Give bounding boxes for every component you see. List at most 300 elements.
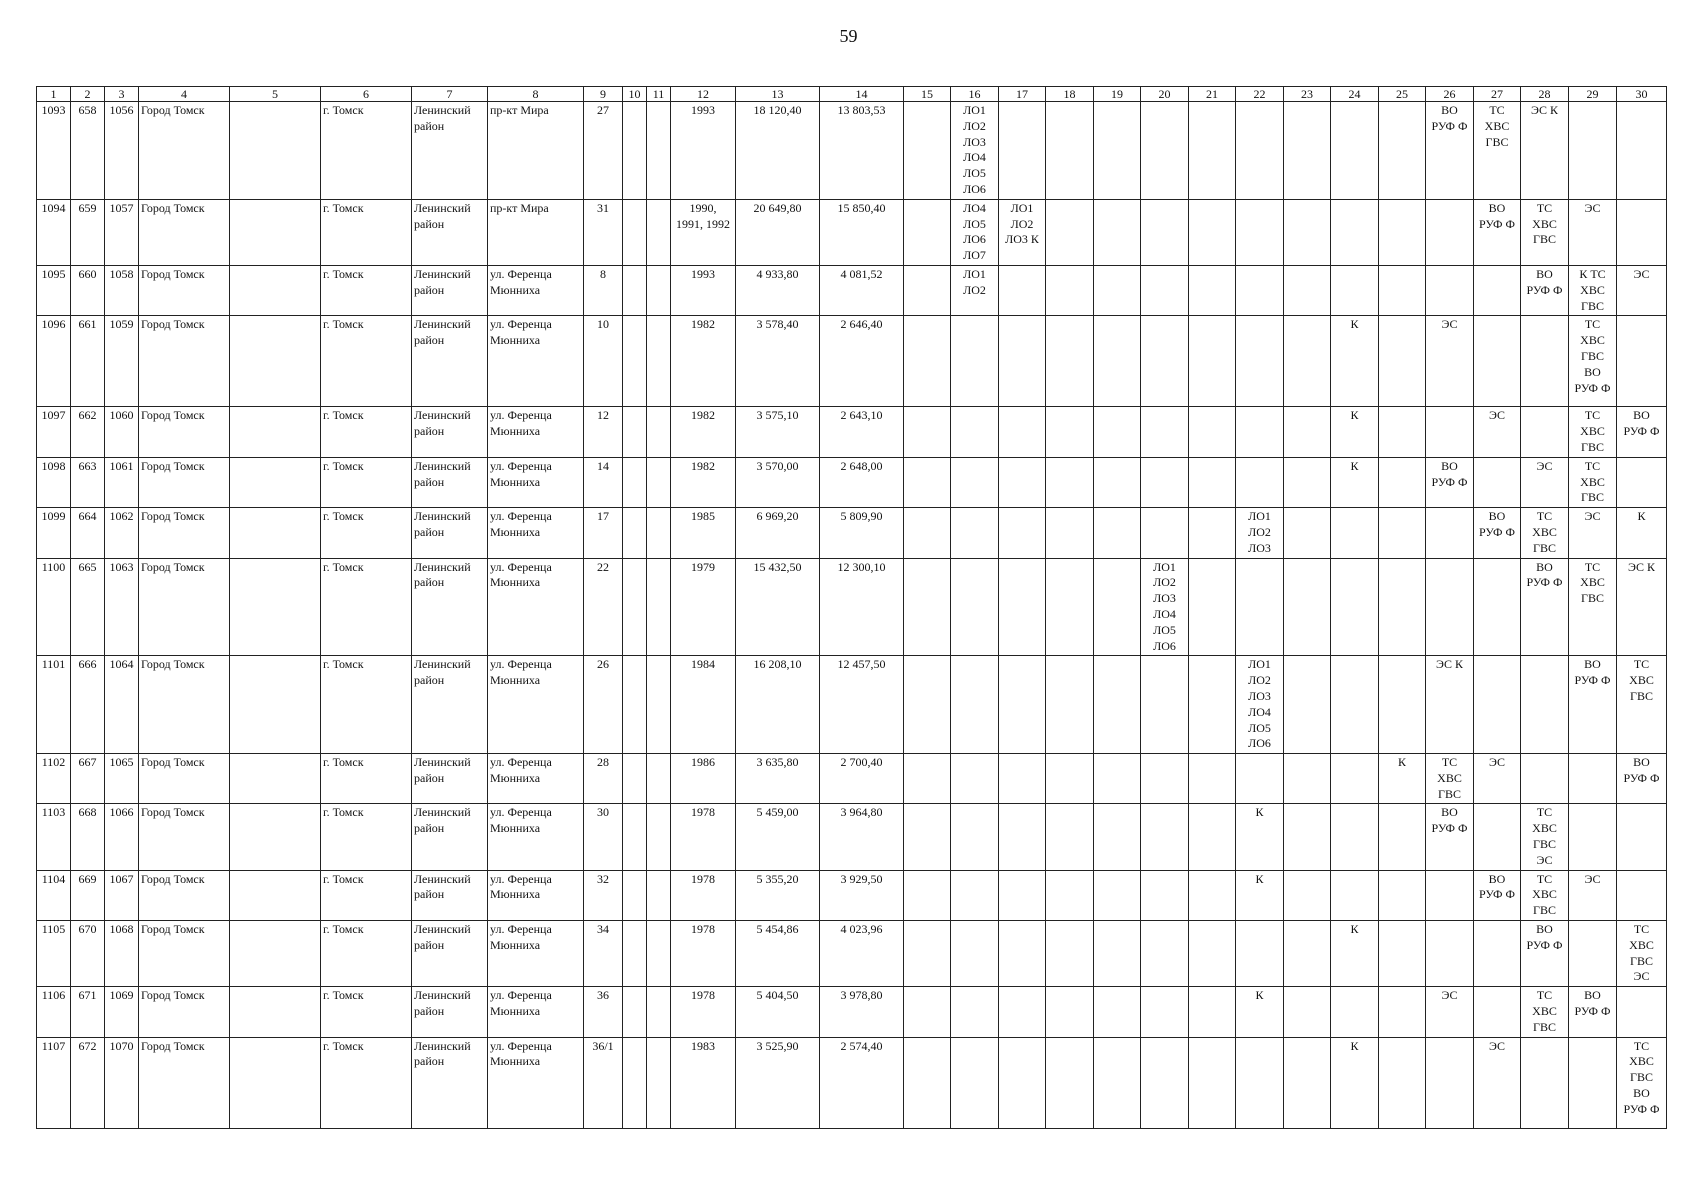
cell-col-27 <box>1474 316 1521 407</box>
cell-col-20 <box>1141 199 1189 265</box>
cell-col-9: 27 <box>584 102 623 200</box>
column-number-27: 27 <box>1474 87 1521 102</box>
cell-col-23 <box>1284 102 1331 200</box>
cell-col-15 <box>904 656 951 754</box>
cell-col-20 <box>1141 508 1189 558</box>
cell-col-14: 2 643,10 <box>820 407 904 457</box>
cell-col-8: ул. Ференца Мюнниха <box>488 870 584 920</box>
cell-col-14: 12 457,50 <box>820 656 904 754</box>
cell-col-13: 5 355,20 <box>736 870 820 920</box>
cell-col-1: 1099 <box>37 508 71 558</box>
cell-col-27 <box>1474 656 1521 754</box>
cell-col-19 <box>1094 754 1141 804</box>
cell-col-17 <box>999 558 1046 656</box>
cell-col-4: Город Томск <box>139 508 230 558</box>
cell-col-7: Ленинский район <box>412 102 488 200</box>
cell-col-25 <box>1379 804 1426 870</box>
column-number-8: 8 <box>488 87 584 102</box>
cell-col-9: 14 <box>584 457 623 507</box>
cell-col-12: 1979 <box>671 558 736 656</box>
cell-col-6: г. Томск <box>321 870 412 920</box>
cell-col-30: ТС ХВС ГВС ВО РУФ Ф <box>1617 1037 1667 1128</box>
cell-col-22 <box>1236 457 1284 507</box>
cell-col-16 <box>951 870 999 920</box>
cell-col-22: ЛО1 ЛО2 ЛО3 ЛО4 ЛО5 ЛО6 <box>1236 656 1284 754</box>
cell-col-15 <box>904 407 951 457</box>
cell-col-3: 1069 <box>105 987 139 1037</box>
cell-col-20: ЛО1 ЛО2 ЛО3 ЛО4 ЛО5 ЛО6 <box>1141 558 1189 656</box>
cell-col-14: 13 803,53 <box>820 102 904 200</box>
cell-col-26 <box>1426 1037 1474 1128</box>
cell-col-22 <box>1236 265 1284 315</box>
cell-col-10 <box>623 508 647 558</box>
cell-col-8: ул. Ференца Мюнниха <box>488 508 584 558</box>
cell-col-13: 20 649,80 <box>736 199 820 265</box>
cell-col-14: 2 574,40 <box>820 1037 904 1128</box>
cell-col-11 <box>647 1037 671 1128</box>
cell-col-4: Город Томск <box>139 870 230 920</box>
cell-col-2: 658 <box>71 102 105 200</box>
cell-col-10 <box>623 457 647 507</box>
cell-col-29: ТС ХВС ГВС ВО РУФ Ф <box>1569 316 1617 407</box>
cell-col-23 <box>1284 921 1331 987</box>
column-number-24: 24 <box>1331 87 1379 102</box>
cell-col-2: 667 <box>71 754 105 804</box>
cell-col-28 <box>1521 656 1569 754</box>
column-number-26: 26 <box>1426 87 1474 102</box>
cell-col-5 <box>230 804 321 870</box>
cell-col-14: 4 023,96 <box>820 921 904 987</box>
cell-col-16 <box>951 804 999 870</box>
cell-col-1: 1097 <box>37 407 71 457</box>
cell-col-15 <box>904 508 951 558</box>
cell-col-16 <box>951 407 999 457</box>
cell-col-24 <box>1331 102 1379 200</box>
cell-col-11 <box>647 804 671 870</box>
cell-col-29: ТС ХВС ГВС <box>1569 457 1617 507</box>
cell-col-20 <box>1141 921 1189 987</box>
cell-col-29: ЭС <box>1569 508 1617 558</box>
cell-col-25 <box>1379 265 1426 315</box>
cell-col-14: 3 929,50 <box>820 870 904 920</box>
cell-col-25 <box>1379 1037 1426 1128</box>
cell-col-19 <box>1094 316 1141 407</box>
cell-col-16 <box>951 1037 999 1128</box>
cell-col-11 <box>647 407 671 457</box>
cell-col-3: 1063 <box>105 558 139 656</box>
cell-col-8: ул. Ференца Мюнниха <box>488 754 584 804</box>
cell-col-1: 1101 <box>37 656 71 754</box>
column-number-13: 13 <box>736 87 820 102</box>
cell-col-4: Город Томск <box>139 1037 230 1128</box>
cell-col-3: 1061 <box>105 457 139 507</box>
cell-col-10 <box>623 987 647 1037</box>
cell-col-14: 2 646,40 <box>820 316 904 407</box>
cell-col-24: К <box>1331 457 1379 507</box>
column-number-2: 2 <box>71 87 105 102</box>
cell-col-2: 663 <box>71 457 105 507</box>
cell-col-16 <box>951 316 999 407</box>
cell-col-4: Город Томск <box>139 265 230 315</box>
cell-col-17 <box>999 265 1046 315</box>
table-row <box>37 870 1667 920</box>
cell-col-21 <box>1189 407 1236 457</box>
cell-col-19 <box>1094 457 1141 507</box>
cell-col-29: ТС ХВС ГВС <box>1569 407 1617 457</box>
cell-col-2: 664 <box>71 508 105 558</box>
cell-col-18 <box>1046 987 1094 1037</box>
column-number-18: 18 <box>1046 87 1094 102</box>
cell-col-18 <box>1046 921 1094 987</box>
cell-col-10 <box>623 754 647 804</box>
cell-col-2: 665 <box>71 558 105 656</box>
cell-col-5 <box>230 316 321 407</box>
cell-col-6: г. Томск <box>321 199 412 265</box>
cell-col-5 <box>230 265 321 315</box>
cell-col-30: ТС ХВС ГВС ЭС <box>1617 921 1667 987</box>
cell-col-8: ул. Ференца Мюнниха <box>488 987 584 1037</box>
cell-col-21 <box>1189 457 1236 507</box>
cell-col-3: 1070 <box>105 1037 139 1128</box>
cell-col-11 <box>647 265 671 315</box>
cell-col-30: ВО РУФ Ф <box>1617 754 1667 804</box>
cell-col-28: ЭС К <box>1521 102 1569 200</box>
cell-col-15 <box>904 265 951 315</box>
cell-col-30: ЭС К <box>1617 558 1667 656</box>
cell-col-7: Ленинский район <box>412 870 488 920</box>
cell-col-2: 662 <box>71 407 105 457</box>
cell-col-27: ВО РУФ Ф <box>1474 199 1521 265</box>
cell-col-23 <box>1284 656 1331 754</box>
cell-col-1: 1095 <box>37 265 71 315</box>
cell-col-11 <box>647 508 671 558</box>
cell-col-28 <box>1521 1037 1569 1128</box>
cell-col-19 <box>1094 870 1141 920</box>
cell-col-4: Город Томск <box>139 656 230 754</box>
table-row <box>37 921 1667 987</box>
cell-col-28: ВО РУФ Ф <box>1521 265 1569 315</box>
cell-col-12: 1990, 1991, 1992 <box>671 199 736 265</box>
cell-col-9: 31 <box>584 199 623 265</box>
cell-col-30: К <box>1617 508 1667 558</box>
cell-col-7: Ленинский район <box>412 558 488 656</box>
cell-col-2: 670 <box>71 921 105 987</box>
cell-col-21 <box>1189 987 1236 1037</box>
cell-col-13: 3 570,00 <box>736 457 820 507</box>
cell-col-22: К <box>1236 804 1284 870</box>
cell-col-25 <box>1379 316 1426 407</box>
cell-col-5 <box>230 102 321 200</box>
cell-col-26 <box>1426 199 1474 265</box>
cell-col-15 <box>904 199 951 265</box>
cell-col-12: 1982 <box>671 457 736 507</box>
cell-col-21 <box>1189 102 1236 200</box>
cell-col-17 <box>999 508 1046 558</box>
cell-col-10 <box>623 656 647 754</box>
cell-col-14: 2 648,00 <box>820 457 904 507</box>
cell-col-25 <box>1379 558 1426 656</box>
cell-col-30 <box>1617 804 1667 870</box>
cell-col-21 <box>1189 558 1236 656</box>
cell-col-21 <box>1189 754 1236 804</box>
cell-col-6: г. Томск <box>321 457 412 507</box>
cell-col-16 <box>951 987 999 1037</box>
cell-col-29 <box>1569 754 1617 804</box>
cell-col-7: Ленинский район <box>412 804 488 870</box>
table-row <box>37 656 1667 754</box>
cell-col-19 <box>1094 199 1141 265</box>
cell-col-22 <box>1236 316 1284 407</box>
cell-col-20 <box>1141 987 1189 1037</box>
cell-col-28: ТС ХВС ГВС <box>1521 508 1569 558</box>
cell-col-1: 1105 <box>37 921 71 987</box>
cell-col-23 <box>1284 1037 1331 1128</box>
page-number: 59 <box>839 26 858 46</box>
cell-col-28 <box>1521 754 1569 804</box>
cell-col-1: 1098 <box>37 457 71 507</box>
cell-col-29: К ТС ХВС ГВС <box>1569 265 1617 315</box>
table-row <box>37 265 1667 315</box>
cell-col-20 <box>1141 656 1189 754</box>
column-number-30: 30 <box>1617 87 1667 102</box>
cell-col-23 <box>1284 265 1331 315</box>
cell-col-28: ВО РУФ Ф <box>1521 558 1569 656</box>
cell-col-30 <box>1617 457 1667 507</box>
cell-col-3: 1065 <box>105 754 139 804</box>
cell-col-30 <box>1617 199 1667 265</box>
cell-col-29: ЭС <box>1569 870 1617 920</box>
cell-col-7: Ленинский район <box>412 265 488 315</box>
cell-col-26: ЭС <box>1426 316 1474 407</box>
cell-col-15 <box>904 558 951 656</box>
cell-col-18 <box>1046 754 1094 804</box>
cell-col-17 <box>999 102 1046 200</box>
cell-col-4: Город Томск <box>139 102 230 200</box>
cell-col-23 <box>1284 457 1331 507</box>
cell-col-5 <box>230 457 321 507</box>
table-row <box>37 457 1667 507</box>
cell-col-12: 1982 <box>671 316 736 407</box>
table-row <box>37 754 1667 804</box>
cell-col-26 <box>1426 870 1474 920</box>
cell-col-6: г. Томск <box>321 316 412 407</box>
cell-col-24 <box>1331 804 1379 870</box>
cell-col-28: ТС ХВС ГВС <box>1521 870 1569 920</box>
cell-col-4: Город Томск <box>139 754 230 804</box>
cell-col-10 <box>623 316 647 407</box>
cell-col-2: 672 <box>71 1037 105 1128</box>
cell-col-24 <box>1331 754 1379 804</box>
cell-col-9: 28 <box>584 754 623 804</box>
cell-col-27: ВО РУФ Ф <box>1474 870 1521 920</box>
cell-col-12: 1986 <box>671 754 736 804</box>
cell-col-12: 1982 <box>671 407 736 457</box>
cell-col-3: 1056 <box>105 102 139 200</box>
cell-col-21 <box>1189 1037 1236 1128</box>
cell-col-3: 1062 <box>105 508 139 558</box>
cell-col-20 <box>1141 1037 1189 1128</box>
cell-col-5 <box>230 987 321 1037</box>
cell-col-1: 1107 <box>37 1037 71 1128</box>
column-number-7: 7 <box>412 87 488 102</box>
cell-col-12: 1993 <box>671 102 736 200</box>
cell-col-2: 668 <box>71 804 105 870</box>
cell-col-20 <box>1141 804 1189 870</box>
cell-col-4: Город Томск <box>139 457 230 507</box>
cell-col-19 <box>1094 508 1141 558</box>
cell-col-5 <box>230 558 321 656</box>
cell-col-29: ТС ХВС ГВС <box>1569 558 1617 656</box>
cell-col-23 <box>1284 199 1331 265</box>
cell-col-23 <box>1284 316 1331 407</box>
cell-col-3: 1058 <box>105 265 139 315</box>
cell-col-14: 2 700,40 <box>820 754 904 804</box>
cell-col-11 <box>647 754 671 804</box>
cell-col-14: 15 850,40 <box>820 199 904 265</box>
cell-col-8: ул. Ференца Мюнниха <box>488 316 584 407</box>
cell-col-12: 1983 <box>671 1037 736 1128</box>
cell-col-25 <box>1379 102 1426 200</box>
cell-col-22 <box>1236 102 1284 200</box>
cell-col-10 <box>623 921 647 987</box>
cell-col-13: 16 208,10 <box>736 656 820 754</box>
column-number-21: 21 <box>1189 87 1236 102</box>
cell-col-14: 5 809,90 <box>820 508 904 558</box>
cell-col-17 <box>999 870 1046 920</box>
cell-col-8: пр-кт Мира <box>488 102 584 200</box>
cell-col-24 <box>1331 656 1379 754</box>
cell-col-11 <box>647 921 671 987</box>
cell-col-27: ВО РУФ Ф <box>1474 508 1521 558</box>
cell-col-20 <box>1141 870 1189 920</box>
cell-col-22: ЛО1 ЛО2 ЛО3 <box>1236 508 1284 558</box>
cell-col-11 <box>647 316 671 407</box>
cell-col-18 <box>1046 265 1094 315</box>
cell-col-18 <box>1046 407 1094 457</box>
cell-col-6: г. Томск <box>321 754 412 804</box>
column-number-25: 25 <box>1379 87 1426 102</box>
cell-col-13: 18 120,40 <box>736 102 820 200</box>
column-number-28: 28 <box>1521 87 1569 102</box>
cell-col-7: Ленинский район <box>412 754 488 804</box>
cell-col-27: ЭС <box>1474 407 1521 457</box>
cell-col-11 <box>647 870 671 920</box>
cell-col-22 <box>1236 558 1284 656</box>
cell-col-9: 36/1 <box>584 1037 623 1128</box>
cell-col-7: Ленинский район <box>412 199 488 265</box>
cell-col-27 <box>1474 558 1521 656</box>
cell-col-22 <box>1236 1037 1284 1128</box>
column-number-14: 14 <box>820 87 904 102</box>
cell-col-18 <box>1046 508 1094 558</box>
cell-col-30 <box>1617 316 1667 407</box>
cell-col-19 <box>1094 987 1141 1037</box>
cell-col-18 <box>1046 558 1094 656</box>
table-row <box>37 987 1667 1037</box>
cell-col-26: ЭС <box>1426 987 1474 1037</box>
register-table <box>36 86 1667 1129</box>
table-row <box>37 1037 1667 1128</box>
cell-col-25 <box>1379 508 1426 558</box>
cell-col-12: 1978 <box>671 870 736 920</box>
cell-col-2: 669 <box>71 870 105 920</box>
cell-col-29 <box>1569 1037 1617 1128</box>
cell-col-15 <box>904 1037 951 1128</box>
table-row <box>37 407 1667 457</box>
cell-col-21 <box>1189 921 1236 987</box>
cell-col-13: 5 404,50 <box>736 987 820 1037</box>
cell-col-25 <box>1379 407 1426 457</box>
cell-col-30: ВО РУФ Ф <box>1617 407 1667 457</box>
cell-col-13: 3 525,90 <box>736 1037 820 1128</box>
cell-col-20 <box>1141 407 1189 457</box>
cell-col-10 <box>623 407 647 457</box>
cell-col-27 <box>1474 457 1521 507</box>
cell-col-23 <box>1284 754 1331 804</box>
cell-col-7: Ленинский район <box>412 656 488 754</box>
cell-col-16 <box>951 457 999 507</box>
cell-col-26: ВО РУФ Ф <box>1426 457 1474 507</box>
cell-col-27: ЭС <box>1474 754 1521 804</box>
cell-col-5 <box>230 1037 321 1128</box>
cell-col-2: 660 <box>71 265 105 315</box>
cell-col-3: 1064 <box>105 656 139 754</box>
cell-col-4: Город Томск <box>139 558 230 656</box>
cell-col-29: ВО РУФ Ф <box>1569 656 1617 754</box>
cell-col-6: г. Томск <box>321 265 412 315</box>
cell-col-6: г. Томск <box>321 558 412 656</box>
cell-col-5 <box>230 407 321 457</box>
cell-col-7: Ленинский район <box>412 457 488 507</box>
cell-col-20 <box>1141 316 1189 407</box>
cell-col-9: 36 <box>584 987 623 1037</box>
cell-col-24: К <box>1331 316 1379 407</box>
cell-col-13: 4 933,80 <box>736 265 820 315</box>
cell-col-21 <box>1189 265 1236 315</box>
cell-col-15 <box>904 457 951 507</box>
cell-col-8: пр-кт Мира <box>488 199 584 265</box>
cell-col-28: ТС ХВС ГВС ЭС <box>1521 804 1569 870</box>
cell-col-6: г. Томск <box>321 656 412 754</box>
cell-col-19 <box>1094 921 1141 987</box>
cell-col-4: Город Томск <box>139 316 230 407</box>
cell-col-10 <box>623 804 647 870</box>
cell-col-19 <box>1094 265 1141 315</box>
cell-col-5 <box>230 921 321 987</box>
cell-col-9: 10 <box>584 316 623 407</box>
cell-col-26 <box>1426 508 1474 558</box>
cell-col-3: 1059 <box>105 316 139 407</box>
cell-col-4: Город Томск <box>139 804 230 870</box>
cell-col-19 <box>1094 804 1141 870</box>
cell-col-17 <box>999 804 1046 870</box>
cell-col-23 <box>1284 407 1331 457</box>
cell-col-26: ТС ХВС ГВС <box>1426 754 1474 804</box>
cell-col-10 <box>623 102 647 200</box>
cell-col-28: ВО РУФ Ф <box>1521 921 1569 987</box>
cell-col-28: ТС ХВС ГВС <box>1521 199 1569 265</box>
cell-col-15 <box>904 316 951 407</box>
cell-col-17 <box>999 656 1046 754</box>
cell-col-11 <box>647 457 671 507</box>
cell-col-30 <box>1617 987 1667 1037</box>
cell-col-24 <box>1331 987 1379 1037</box>
cell-col-20 <box>1141 754 1189 804</box>
cell-col-24 <box>1331 508 1379 558</box>
cell-col-9: 8 <box>584 265 623 315</box>
cell-col-10 <box>623 199 647 265</box>
cell-col-16: ЛО4 ЛО5 ЛО6 ЛО7 <box>951 199 999 265</box>
